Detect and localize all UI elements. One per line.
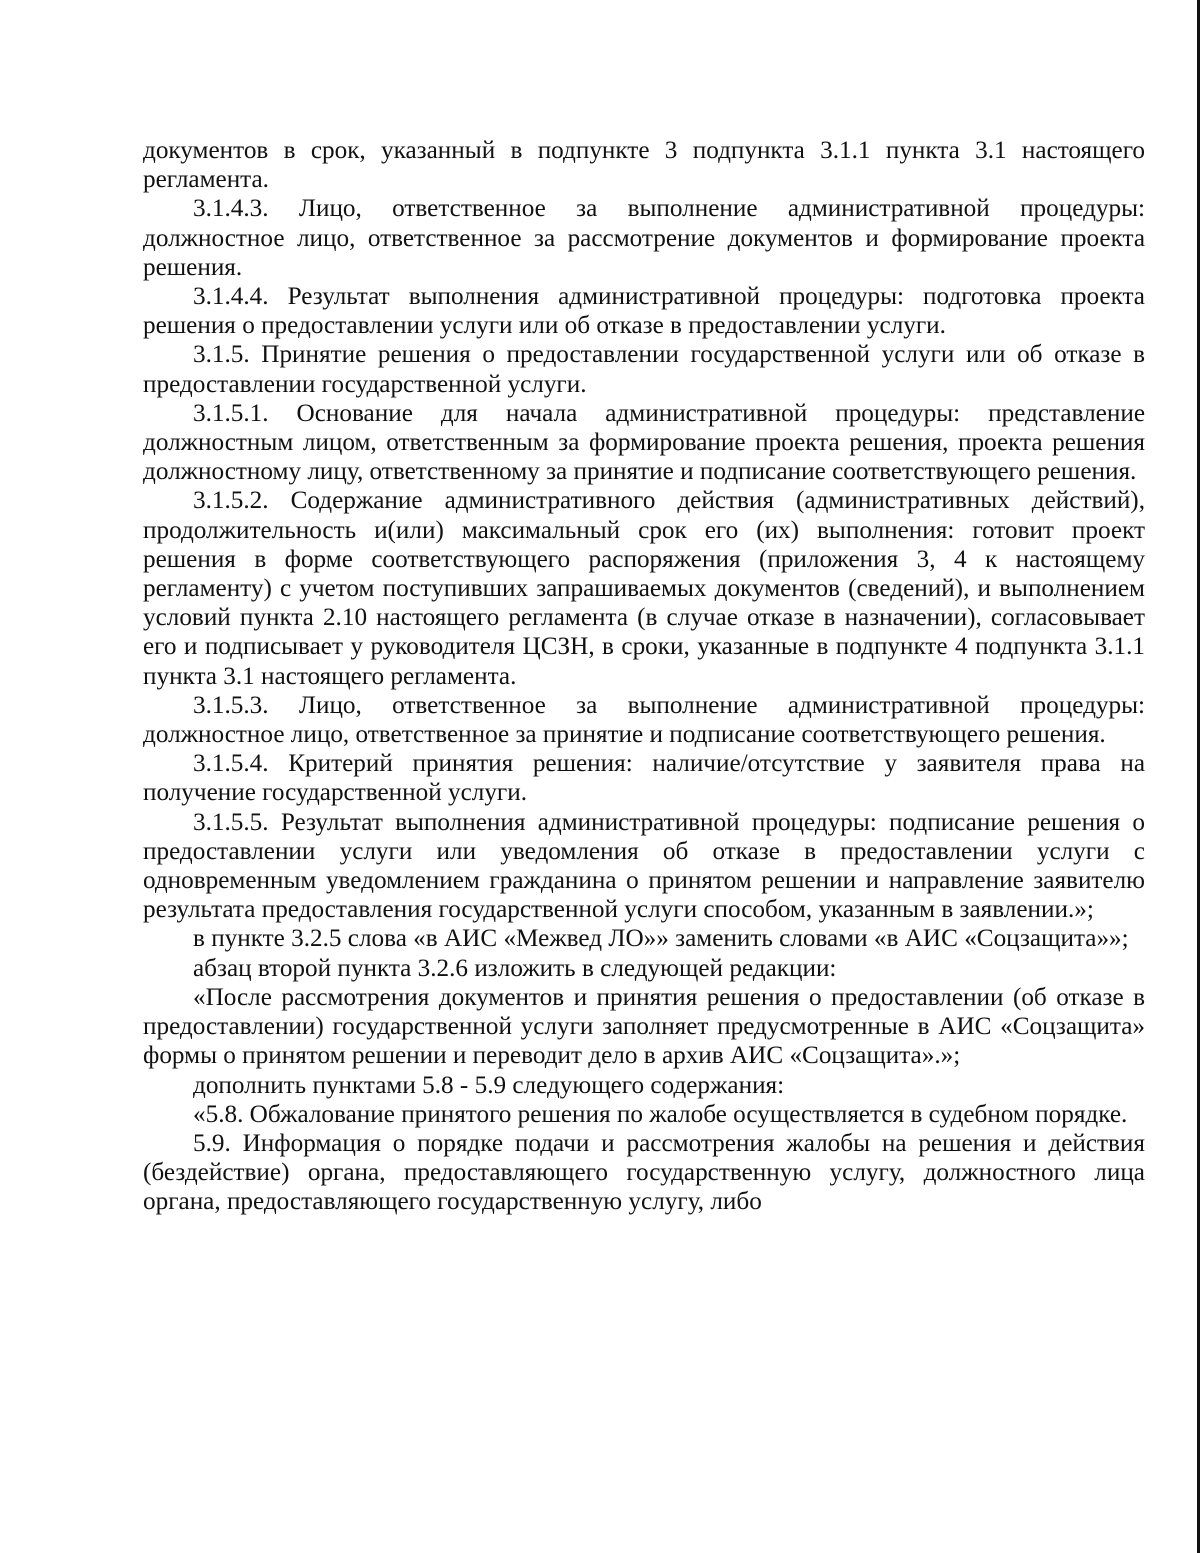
paragraph: «5.8. Обжалование принятого решения по жалобе осуществляется в судебном порядке. <box>193 1100 1128 1128</box>
paragraph: дополнить пунктами 5.8 - 5.9 следующего содержания: <box>193 1071 785 1099</box>
paragraph: «После рассмотрения документов и принятия решения о предоставлении (об отказе в предоставлении) государственной услуги заполняет предусмотренные в АИС «Соцзащита» формы о принятом решении и переводит дело в архив АИС «Соцзащита».»; <box>143 983 1145 1070</box>
paragraph: 3.1.5.4. Критерий принятия решения: наличие/отсутствие у заявителя права на получение государственной услуги. <box>143 750 1145 807</box>
document-page <box>143 136 1145 1217</box>
paragraph: 3.1.5.2. Содержание административного действия (административных действий), продолжительность и(или) максимальный срок его (их) выполнения: готовит проект решения в форме соответствующего распоряжения (приложения 3, 4 к настоящему регламенту) с учетом поступивших запрашиваемых документов (сведений), и выполнением условий пункта 2.10 настоящего регламента (в случае отказе в назначении), согласовывает его и подписывает у руководителя ЦСЗН, в сроки, указанные в подпункте 4 подпункта 3.1.1 пункта 3.1 настоящего регламента. <box>143 487 1145 690</box>
paragraph: 3.1.4.4. Результат выполнения административной процедуры: подготовка проекта решения о предоставлении услуги или об отказе в предоставлении услуги. <box>143 283 1145 340</box>
paragraph: 3.1.5.1. Основание для начала административной процедуры: представление должностным лицом, ответственным за формирование проекта решения, проекта решения должностному лицу, ответственному за принятие и подписание соответствующего решения. <box>143 399 1145 486</box>
paragraph: абзац второй пункта 3.2.6 изложить в следующей редакции: <box>193 954 837 982</box>
paragraph: 5.9. Информация о порядке подачи и рассмотрения жалобы на решения и действия (бездействие) органа, предоставляющего государственную услугу, должностного лица органа, предоставляющего государственную услугу, либо <box>143 1129 1145 1216</box>
paragraph: 3.1.4.3. Лицо, ответственное за выполнение административной процедуры: должностное лицо, ответственное за рассмотрение документов и формирование проекта решения. <box>143 195 1145 281</box>
paragraph: документов в срок, указанный в подпункте 3 подпункта 3.1.1 пункта 3.1 настоящего регламента. <box>143 137 1145 194</box>
paragraph: в пункте 3.2.5 слова «в АИС «Межвед ЛО»» заменить словами «в АИС «Соцзащита»»; <box>193 925 1129 953</box>
paragraph: 3.1.5.3. Лицо, ответственное за выполнение административной процедуры: должностное лицо, ответственное за принятие и подписание соответствующего решения. <box>143 691 1145 749</box>
paragraph: 3.1.5.5. Результат выполнения административной процедуры: подписание решения о предоставлении услуги или уведомления об отказе в предоставлении услуги с одновременным уведомлением гражданина о принятом решении и направление заявителю результата предоставления государственной услуги способом, указанным в заявлении.»; <box>143 808 1145 924</box>
paragraph: 3.1.5. Принятие решения о предоставлении государственной услуги или об отказе в предоставлении государственной услуги. <box>143 341 1145 398</box>
